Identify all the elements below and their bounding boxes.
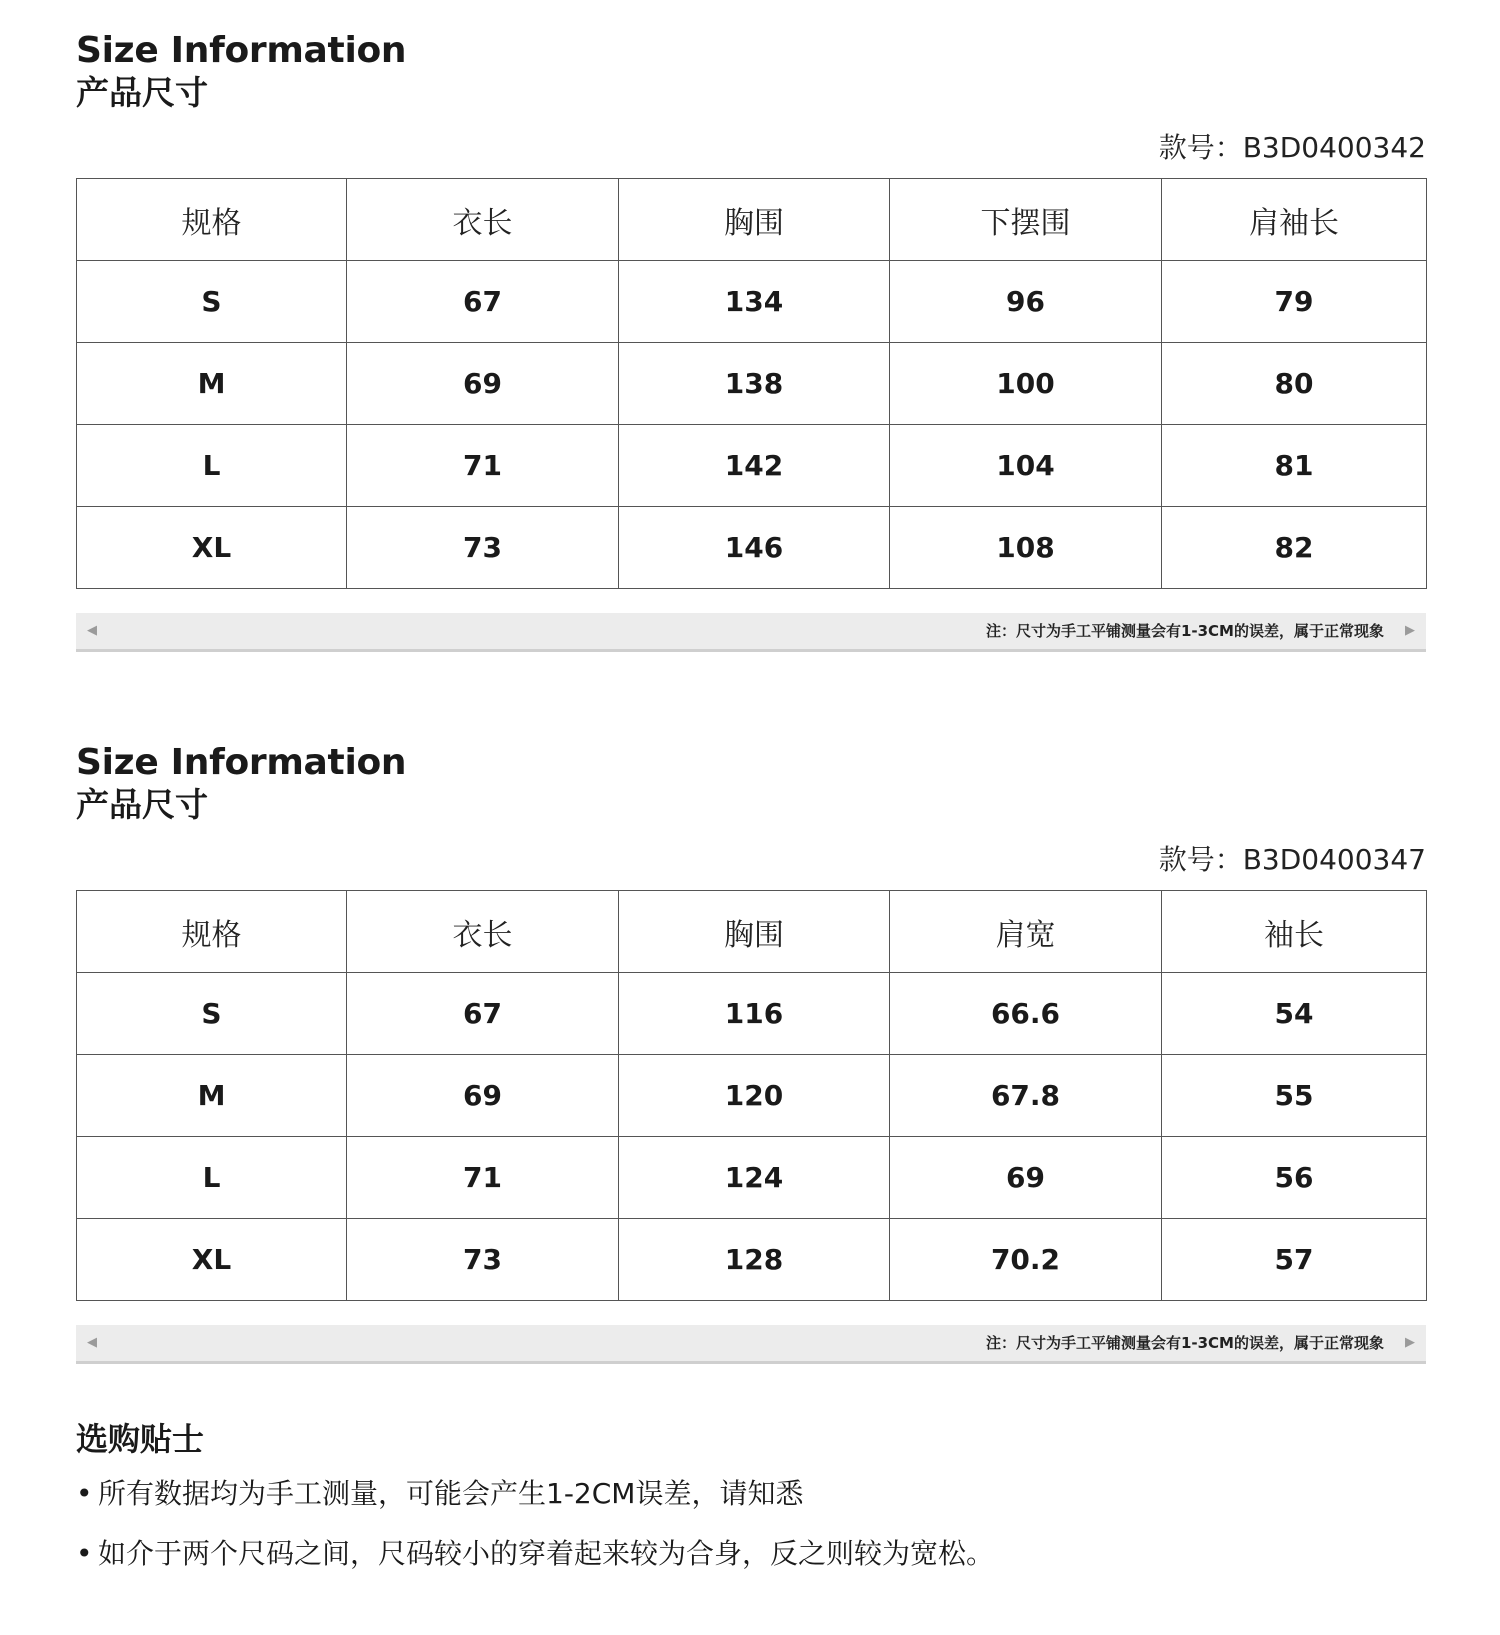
table-cell: 69 — [347, 343, 619, 425]
tips-title: 选购贴士 — [76, 1420, 205, 1458]
table-cell: 100 — [890, 343, 1162, 425]
table-cell: 73 — [347, 507, 619, 589]
table-cell: 80 — [1162, 343, 1427, 425]
size-table — [76, 890, 1427, 1301]
table-row — [77, 1137, 1427, 1219]
table-cell: 69 — [890, 1137, 1162, 1219]
table-cell: 71 — [347, 1137, 619, 1219]
table-cell: 54 — [1162, 973, 1427, 1055]
table-cell: 142 — [619, 425, 890, 507]
header-cell: 规格 — [77, 179, 347, 261]
horizontal-scrollbar[interactable] — [76, 1325, 1426, 1364]
table-row — [77, 1055, 1427, 1137]
table-header-row — [77, 891, 1427, 973]
table-row — [77, 425, 1427, 507]
table-cell: 55 — [1162, 1055, 1427, 1137]
table-cell: 104 — [890, 425, 1162, 507]
table-cell: 81 — [1162, 425, 1427, 507]
tip-item — [76, 1534, 1426, 1574]
scroll-right-arrow-icon[interactable]: ▶ — [1405, 623, 1415, 638]
style-number: 款号：B3D0400347 — [1158, 843, 1426, 876]
tip-item — [76, 1474, 1426, 1514]
style-number: 款号：B3D0400342 — [1158, 131, 1426, 164]
table-cell: 124 — [619, 1137, 890, 1219]
table-cell: L — [77, 1137, 347, 1219]
section-title-cn: 产品尺寸 — [76, 73, 208, 112]
table-cell: 69 — [347, 1055, 619, 1137]
size-table — [76, 178, 1427, 589]
table-row — [77, 343, 1427, 425]
table-cell: 134 — [619, 261, 890, 343]
table-cell: 128 — [619, 1219, 890, 1301]
header-cell: 下摆围 — [890, 179, 1162, 261]
table-cell: 56 — [1162, 1137, 1427, 1219]
size-section-1 — [76, 30, 1426, 640]
header-cell: 规格 — [77, 891, 347, 973]
table-row — [77, 261, 1427, 343]
table-cell: 138 — [619, 343, 890, 425]
table-cell: 108 — [890, 507, 1162, 589]
section-title-en: Size Information — [76, 742, 407, 783]
table-cell: 71 — [347, 425, 619, 507]
table-cell: M — [77, 1055, 347, 1137]
measurement-note: 注：尺寸为手工平铺测量会有1-3CM的误差，属于正常现象 — [985, 1334, 1384, 1352]
table-cell: S — [77, 973, 347, 1055]
header-cell: 袖长 — [1162, 891, 1427, 973]
table-row — [77, 507, 1427, 589]
scroll-left-arrow-icon[interactable]: ◀ — [87, 1335, 97, 1350]
table-cell: 57 — [1162, 1219, 1427, 1301]
scroll-left-arrow-icon[interactable]: ◀ — [87, 623, 97, 638]
table-cell: 67 — [347, 261, 619, 343]
table-header-row — [77, 179, 1427, 261]
section-title-cn: 产品尺寸 — [76, 785, 208, 824]
table-cell: 66.6 — [890, 973, 1162, 1055]
table-cell: 67 — [347, 973, 619, 1055]
header-cell: 衣长 — [347, 891, 619, 973]
size-section-2 — [76, 742, 1426, 1352]
table-cell: 79 — [1162, 261, 1427, 343]
header-cell: 衣长 — [347, 179, 619, 261]
table-cell: 146 — [619, 507, 890, 589]
table-cell: 120 — [619, 1055, 890, 1137]
table-cell: 70.2 — [890, 1219, 1162, 1301]
tip-text: 如介于两个尺码之间，尺码较小的穿着起来较为合身，反之则较为宽松。 — [98, 1537, 995, 1570]
header-cell: 胸围 — [619, 179, 890, 261]
horizontal-scrollbar[interactable] — [76, 613, 1426, 652]
measurement-note: 注：尺寸为手工平铺测量会有1-3CM的误差，属于正常现象 — [985, 622, 1384, 640]
table-cell: 82 — [1162, 507, 1427, 589]
table-cell: 73 — [347, 1219, 619, 1301]
header-cell: 肩宽 — [890, 891, 1162, 973]
table-cell: S — [77, 261, 347, 343]
table-row — [77, 973, 1427, 1055]
header-cell: 肩袖长 — [1162, 179, 1427, 261]
table-cell: 96 — [890, 261, 1162, 343]
bullet: • — [76, 1537, 93, 1570]
table-cell: XL — [77, 507, 347, 589]
table-row — [77, 1219, 1427, 1301]
table-cell: M — [77, 343, 347, 425]
table-cell: L — [77, 425, 347, 507]
scroll-right-arrow-icon[interactable]: ▶ — [1405, 1335, 1415, 1350]
tip-text: 所有数据均为手工测量，可能会产生1-2CM误差，请知悉 — [98, 1477, 804, 1510]
section-title-en: Size Information — [76, 30, 407, 71]
bullet: • — [76, 1477, 93, 1510]
table-cell: XL — [77, 1219, 347, 1301]
purchase-tips — [76, 1418, 1426, 1594]
table-cell: 116 — [619, 973, 890, 1055]
table-cell: 67.8 — [890, 1055, 1162, 1137]
header-cell: 胸围 — [619, 891, 890, 973]
